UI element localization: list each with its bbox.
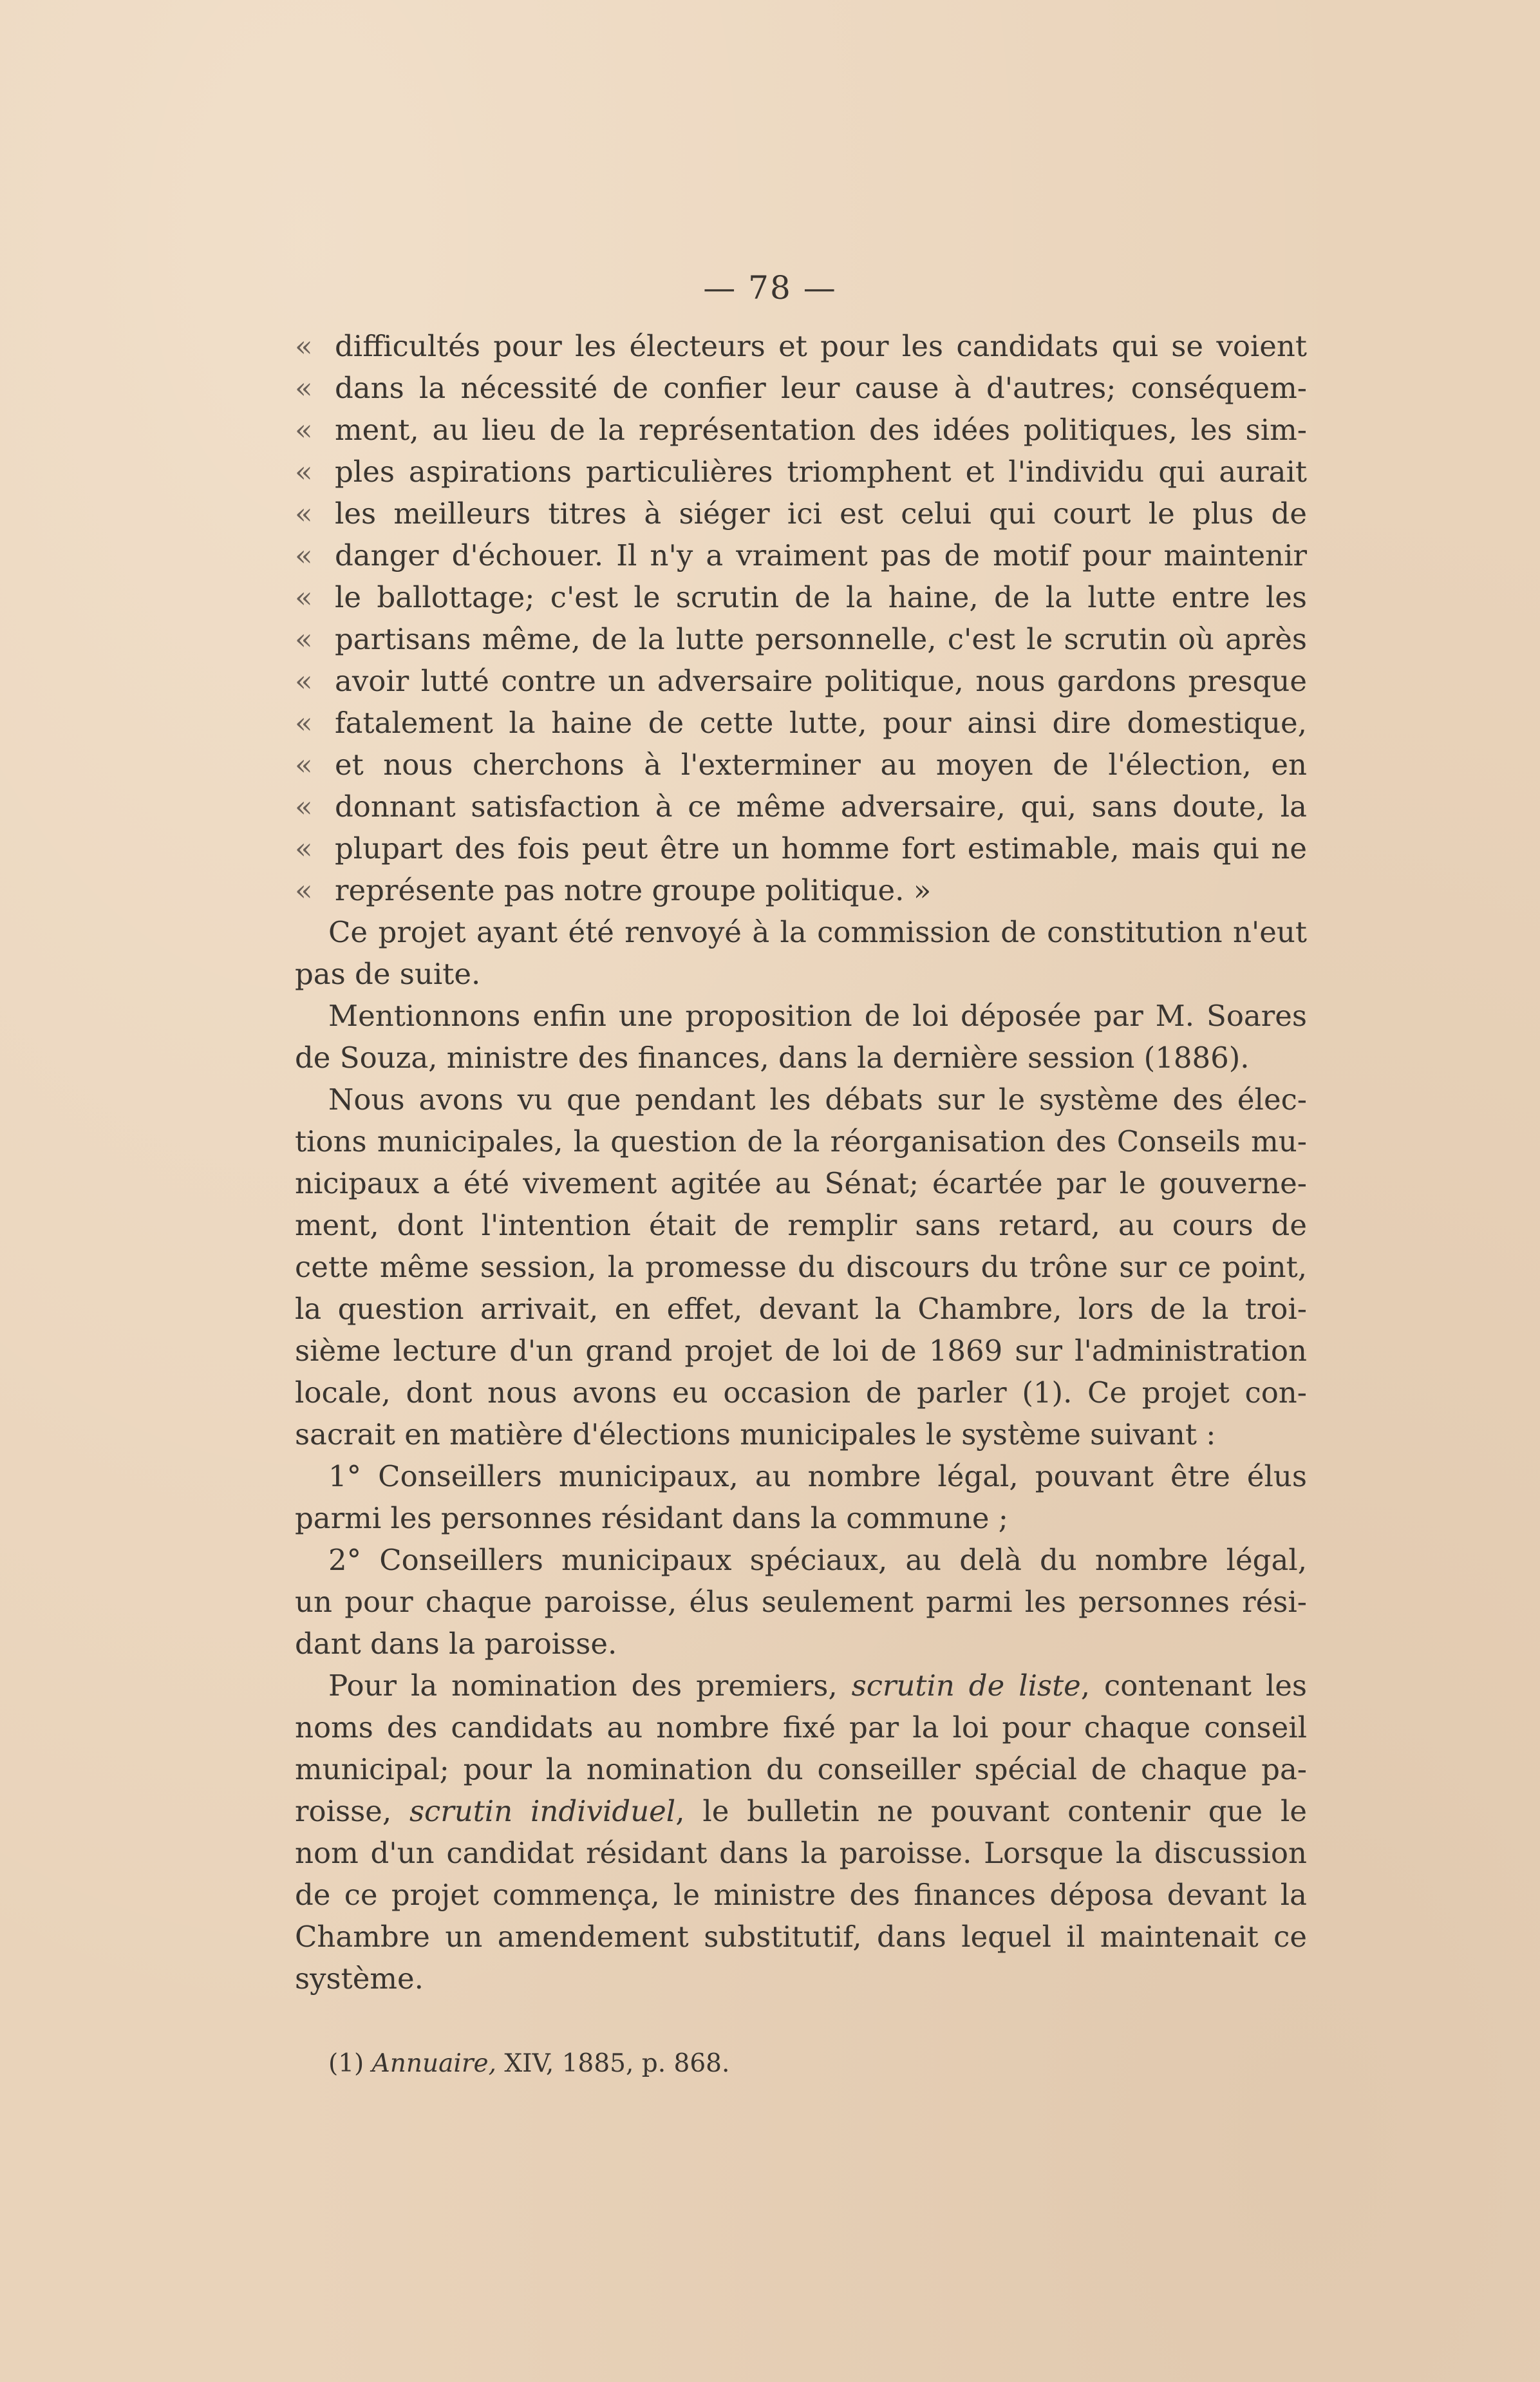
paragraph-line: système. bbox=[295, 1961, 424, 1996]
quoted-line: « ples aspirations particulières triomphent et l'individu qui aurait bbox=[295, 451, 1307, 493]
paragraph-line: 2° Conseillers municipaux spéciaux, au delà du nombre légal, bbox=[328, 1543, 1307, 1577]
quoted-line: « représente pas notre groupe politique. » bbox=[295, 869, 1307, 911]
paragraph-line: nom d'un candidat résidant dans la paroisse. Lorsque la discussion bbox=[295, 1836, 1307, 1870]
quoted-line: « donnant satisfaction à ce même adversaire, qui, sans doute, la bbox=[295, 786, 1307, 827]
paragraph bbox=[295, 1455, 1307, 1539]
quote-mark: « bbox=[295, 538, 313, 572]
page-number: — 78 — bbox=[703, 269, 837, 307]
paragraph-line: Chambre un amendement substitutif, dans lequel il maintenait ce bbox=[295, 1920, 1307, 1954]
quoted-line: « et nous cherchons à l'exterminer au moyen de l'élection, en bbox=[295, 744, 1307, 786]
paragraph-line: parmi les personnes résidant dans la commune ; bbox=[295, 1501, 1008, 1535]
paragraph-line: dant dans la paroisse. bbox=[295, 1627, 617, 1661]
quoted-line: « plupart des fois peut être un homme fort estimable, mais qui ne bbox=[295, 827, 1307, 869]
quote-mark: « bbox=[295, 413, 313, 447]
quoted-passage bbox=[295, 325, 1307, 911]
quote-mark: « bbox=[295, 496, 313, 531]
italic-term: scrutin de liste bbox=[851, 1668, 1081, 1703]
quoted-line: « ment, au lieu de la représentation des idées politiques, les sim- bbox=[295, 409, 1307, 451]
paragraph-line: Nous avons vu que pendant les débats sur le système des élec- bbox=[328, 1082, 1307, 1117]
quoted-line: « difficultés pour les électeurs et pour les candidats qui se voient bbox=[295, 325, 1307, 367]
paragraph-line: noms des candidats au nombre fixé par la loi pour chaque conseil bbox=[295, 1710, 1307, 1744]
paragraph-line: cette même session, la promesse du discours du trône sur ce point, bbox=[295, 1250, 1307, 1284]
quote-mark: « bbox=[295, 329, 313, 363]
paragraph-line: Mentionnons enfin une proposition de loi déposée par M. Soares bbox=[328, 999, 1307, 1033]
quoted-line: « dans la nécessité de confier leur cause à d'autres; conséquem- bbox=[295, 367, 1307, 409]
quote-mark: « bbox=[295, 706, 313, 740]
paragraph-line: de ce projet commença, le ministre des finances déposa devant la bbox=[295, 1878, 1307, 1912]
paragraph-line: la question arrivait, en effet, devant la Chambre, lors de la troi- bbox=[295, 1292, 1307, 1326]
italic-term: scrutin individuel bbox=[409, 1794, 676, 1828]
paragraph bbox=[295, 995, 1307, 1079]
quote-mark: « bbox=[295, 622, 313, 656]
quoted-line: « fatalement la haine de cette lutte, pour ainsi dire domestique, bbox=[295, 702, 1307, 744]
paragraph-line: tions municipales, la question de la réorganisation des Conseils mu- bbox=[295, 1124, 1307, 1158]
quoted-line: « les meilleurs titres à siéger ici est celui qui court le plus de bbox=[295, 493, 1307, 534]
quote-mark: « bbox=[295, 831, 313, 865]
footnote: (1) Annuaire, XIV, 1885, p. 868. bbox=[328, 2049, 730, 2078]
paragraph bbox=[295, 911, 1307, 995]
quoted-line: « danger d'échouer. Il n'y a vraiment pas de motif pour maintenir bbox=[295, 534, 1307, 576]
paragraph-line: ment, dont l'intention était de remplir sans retard, au cours de bbox=[295, 1208, 1307, 1242]
paragraph-line: de Souza, ministre des finances, dans la dernière session (1886). bbox=[295, 1041, 1250, 1075]
paragraph bbox=[295, 1539, 1307, 1665]
quote-mark: « bbox=[295, 664, 313, 698]
quote-mark: « bbox=[295, 748, 313, 782]
footnote-title: Annuaire, bbox=[371, 2049, 497, 2078]
quote-mark: « bbox=[295, 371, 313, 405]
paragraph-line: sième lecture d'un grand projet de loi de 1869 sur l'administration bbox=[295, 1334, 1307, 1368]
paragraph-line: nicipaux a été vivement agitée au Sénat; écartée par le gouverne- bbox=[295, 1166, 1307, 1200]
quoted-line: « partisans même, de la lutte personnelle, c'est le scrutin où après bbox=[295, 618, 1307, 660]
paragraph-line: 1° Conseillers municipaux, au nombre légal, pouvant être élus bbox=[328, 1459, 1307, 1493]
paragraph bbox=[295, 1079, 1307, 1455]
paragraph-line: roisse, scrutin individuel, le bulletin ne pouvant contenir que le bbox=[295, 1794, 1307, 1828]
body-text bbox=[295, 325, 1307, 1999]
paragraph-line: Pour la nomination des premiers, scrutin de liste, contenant les bbox=[328, 1668, 1307, 1703]
quoted-line: « le ballottage; c'est le scrutin de la haine, de la lutte entre les bbox=[295, 576, 1307, 618]
paragraph-line: un pour chaque paroisse, élus seulement parmi les personnes rési- bbox=[295, 1585, 1307, 1619]
quoted-line: « avoir lutté contre un adversaire politique, nous gardons presque bbox=[295, 660, 1307, 702]
paragraph-line: municipal; pour la nomination du conseiller spécial de chaque pa- bbox=[295, 1752, 1307, 1786]
quote-mark: « bbox=[295, 455, 313, 489]
paragraph bbox=[295, 1665, 1307, 1999]
quote-mark: « bbox=[295, 789, 313, 824]
paragraph-line: Ce projet ayant été renvoyé à la commission de constitution n'eut bbox=[328, 915, 1307, 949]
paragraph-line: pas de suite. bbox=[295, 957, 481, 991]
quote-mark: « bbox=[295, 873, 313, 907]
paragraph-line: sacrait en matière d'élections municipales le système suivant : bbox=[295, 1417, 1216, 1451]
quote-mark: « bbox=[295, 580, 313, 614]
paragraph-line: locale, dont nous avons eu occasion de parler (1). Ce projet con- bbox=[295, 1375, 1307, 1410]
